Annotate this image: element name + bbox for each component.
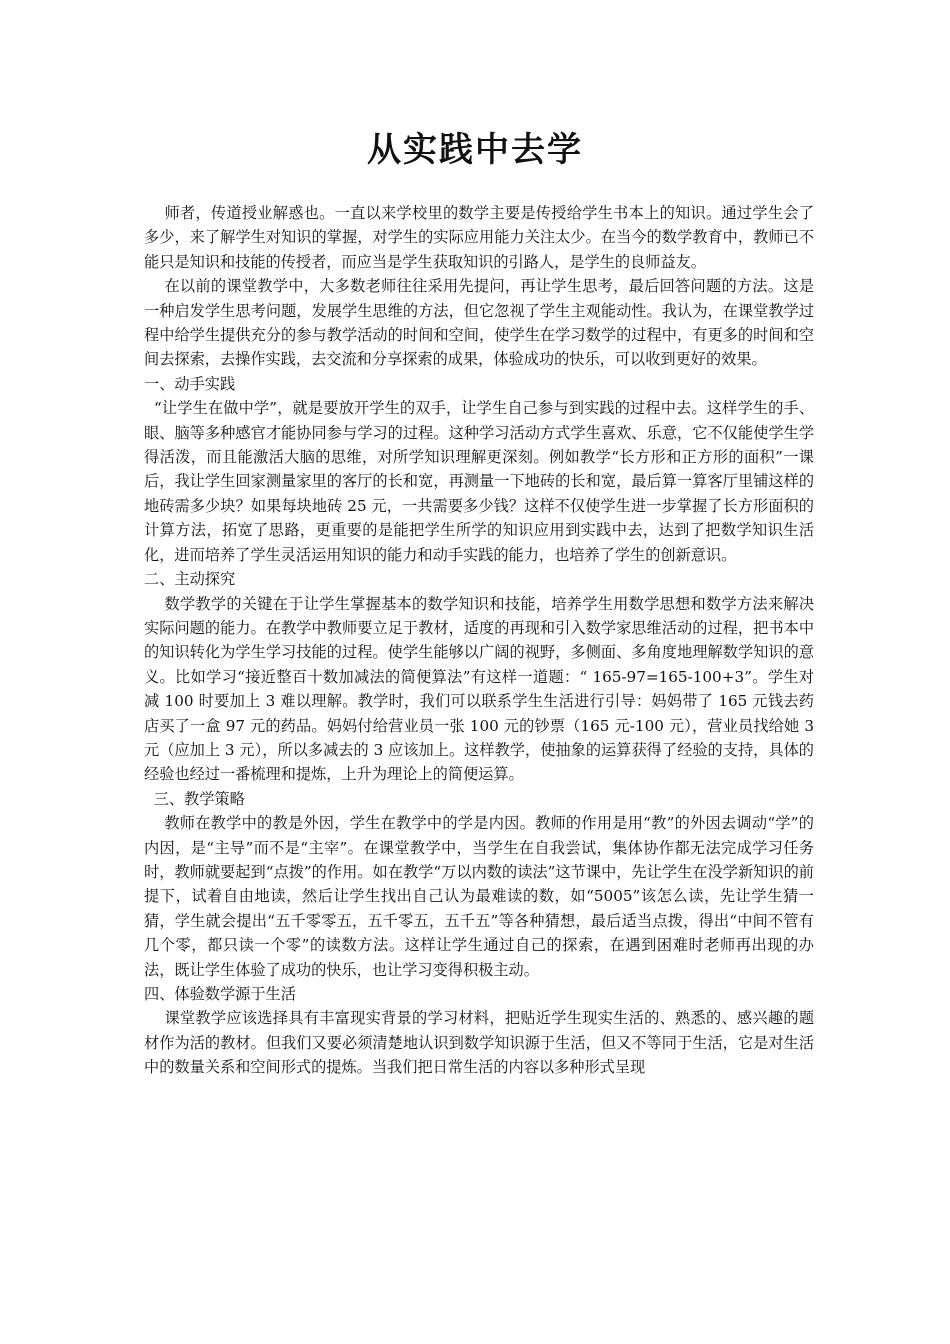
paragraph-explore: 数学教学的关键在于让学生掌握基本的数学知识和技能，培养学生用数学思想和数学方法来解决实际问题的能力。在教学中教师要立足于教材，适度的再现和引入数学家思维活动的过程，把书本中的知识转化为学生学习技能的过程。使学生能够以广阔的视野，多侧面、多角度地理解数学知识的意义。比如学习“接近整百十数加减法的简便算法”有这样一道题：“ 165-97=165-100+3”。学生对减 100 时要加上 3 难以理解。教学时，我们可以联系学生生活进行引导：妈妈带了 165 元钱去药店买了一盒 97 元的药品。妈妈付给营业员一张 100 元的钞票（165 元-100 元），营业员找给她 3 元（应加上 3 元），所以多减去的 3 应该加上。这样教学，使抽象的运算获得了经验的支持，具体的经验也经过一番梳理和提炼，上升为理论上的简便运算。 — [144, 594, 819, 784]
section-heading-hands-on: 一、动手实践 — [144, 374, 236, 393]
paragraph-classroom: 在以前的课堂教学中，大多数老师往往采用先提问，再让学生思考，最后回答问题的方法。这是一种启发学生思考问题，发展学生思维的方法，但它忽视了学生主观能动性。我认为，在课堂教学过程中给学生提供充分的参与教学活动的时间和空间，使学生在学习数学的过程中，有更多的时间和空间去探索，去操作实践，去交流和分享探索的成果，体验成功的快乐，可以收到更好的效果。 — [144, 277, 815, 369]
section-heading-strategy: 三、教学策略 — [144, 789, 245, 808]
paragraph-hands-on: “让学生在做中学”，就是要放开学生的双手，让学生自己参与到实践的过程中去。这样学生的手、眼、脑等多种感官才能协同参与学习的过程。这种学习活动方式学生喜欢、乐意，它不仅能使学生学得活泼，而且能激活大脑的思维，对所学知识理解更深刻。例如教学“长方形和正方形的面积”一课后，我让学生回家测量家里的客厅的长和宽，再测量一下地砖的长和宽，最后算一算客厅里铺这样的地砖需多少块？如果每块地砖 25 元，一共需要多少钱？这样不仅使学生进一步掌握了长方形面积的计算方法，拓宽了思路，更重要的是能把学生所学的知识应用到实践中去，达到了把数学知识生活化，进而培养了学生灵活运用知识的能力和动手实践的能力，也培养了学生的创新意识。 — [144, 399, 815, 564]
section-heading-explore: 二、主动探究 — [144, 570, 236, 589]
paragraph-strategy: 教师在教学中的教是外因，学生在教学中的学是内因。教师的作用是用“教”的外因去调动“学”的内因，是“主导”而不是“主宰”。在课堂教学中，当学生在自我尝试，集体协作都无法完成学习任务时，教师就要起到“点拨”的作用。如在教学“万以内数的读法”这节课中，先让学生在没学新知识的前提下，试着自由地读，然后让学生找出自己认为最难读的数，如“5005”该怎么读，先让学生猜一猜，学生就会提出“五千零零五，五千零五，五千五”等各种猜想，最后适当点拨，得出“中间不管有几个零，都只读一个零”的读数方法。这样让学生通过自己的探索，在遇到困难时老师再出现的办法，既让学生体验了成功的快乐，也让学习变得积极主动。 — [144, 814, 814, 979]
document-title: 从实践中去学 — [367, 130, 583, 170]
document-body — [144, 201, 819, 1080]
paragraph-intro: 师者，传道授业解惑也。一直以来学校里的数学主要是传授给学生书本上的知识。通过学生会了多少，来了解学生对知识的掌握，对学生的实际应用能力关注太少。在当今的数学教育中，教师已不能只是知识和技能的传授者，而应当是学生获取知识的引路人，是学生的良师益友。 — [144, 204, 815, 271]
section-heading-life: 四、体验数学源于生活 — [144, 985, 296, 1003]
paragraph-life: 课堂教学应该选择具有丰富现实背景的学习材料，把贴近学生现实生活的、熟悉的、感兴趣的题材作为活的教材。但我们又要必须清楚地认识到数学知识源于生活，但又不等同于生活，它是对生活中的数量关系和空间形式的提炼。当我们把日常生活的内容以多种形式呈现 — [144, 1009, 815, 1077]
